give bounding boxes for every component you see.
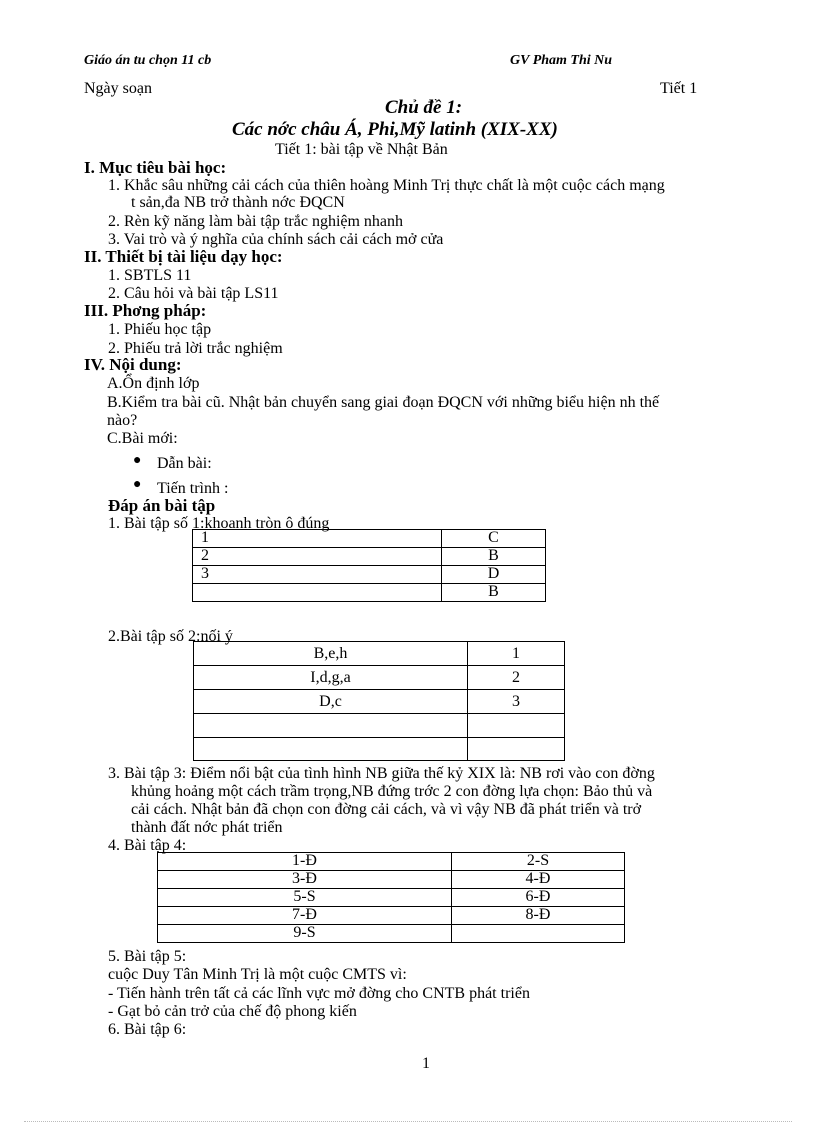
ex2-cell-right: 1: [468, 642, 565, 666]
s4-c: C.Bài mới:: [107, 430, 178, 447]
period-label: Tiết 1: [660, 80, 698, 97]
s4-b-line1: B.Kiểm tra bài cũ. Nhật bản chuyển sang giai đoạn ĐQCN với những biểu hiện nh thế: [107, 394, 660, 411]
header-left: Giáo án tu chọn 11 cb: [84, 53, 212, 68]
bullet-1-text: Dẫn bài:: [157, 455, 212, 472]
page-bottom-divider: [24, 1121, 792, 1122]
section-3-heading: III. Phơng pháp:: [84, 301, 207, 320]
ex1-cell-answer: D: [442, 566, 546, 584]
ex4-cell-left: 7-Đ: [158, 907, 452, 925]
header-right: GV Pham Thi Nu: [510, 53, 613, 68]
ex6-label: 6. Bài tập 6:: [108, 1021, 187, 1038]
s2-item-2: 2. Câu hỏi và bài tập LS11: [108, 285, 279, 302]
ex1-cell-answer: B: [442, 584, 546, 602]
ex1-cell-question: 3: [193, 566, 442, 584]
ex2-cell-left: [194, 738, 468, 761]
ex3-line-1: 3. Bài tập 3: Điểm nổi bật của tình hình NB giữa thế kỷ XIX là: NB rơi vào con đờng: [108, 765, 655, 782]
s1-item-1: 1. Khắc sâu những cải cách của thiên hoàng Minh Trị thực chất là một cuộc cách mạng: [108, 177, 665, 194]
s4-b-line2: nào?: [107, 412, 138, 429]
section-4-heading: IV. Nội dung:: [84, 355, 182, 374]
ex4-cell-right: [452, 925, 625, 943]
section-1-heading: I. Mục tiêu bài học:: [84, 158, 227, 177]
ex2-cell-right: [468, 714, 565, 738]
s3-item-1: 1. Phiếu học tập: [108, 321, 212, 338]
date-label: Ngày soạn: [84, 80, 152, 97]
table-row: [158, 907, 625, 925]
ex4-cell-left: 3-Đ: [158, 871, 452, 889]
ex3-line-4: thành đất nớc phát triển: [131, 819, 283, 836]
topic-title: Chủ đề 1:: [385, 97, 463, 118]
ex4-cell-left: 5-S: [158, 889, 452, 907]
table-row: [193, 584, 546, 602]
table-row: [194, 666, 565, 690]
table-row: [193, 530, 546, 548]
ex2-cell-left: D,c: [194, 690, 468, 714]
ex5-line-3: - Gạt bỏ cản trở của chế độ phong kiến: [108, 1003, 357, 1020]
ex4-label: 4. Bài tập 4:: [108, 837, 187, 854]
ex3-line-2: khủng hoảng một cách trầm trọng,NB đứng trớc 2 con đờng lựa chọn: Bảo thủ và: [131, 783, 653, 800]
answers-heading: Đáp án bài tập: [108, 496, 216, 515]
ex2-cell-left: B,e,h: [194, 642, 468, 666]
ex4-cell-left: 1-Đ: [158, 853, 452, 871]
table-row: [158, 871, 625, 889]
ex2-cell-left: I,d,g,a: [194, 666, 468, 690]
s3-item-2: 2. Phiếu trả lời trắc nghiệm: [108, 340, 283, 357]
bullet-2-text: Tiến trình :: [157, 480, 229, 497]
bullet-icon: ●: [133, 453, 142, 468]
table-row: [158, 889, 625, 907]
s1-item-1-cont: t sản,đa NB trở thành nớc ĐQCN: [131, 194, 345, 211]
table-row: [194, 738, 565, 761]
ex4-cell-right: 4-Đ: [452, 871, 625, 889]
ex2-cell-right: 3: [468, 690, 565, 714]
ex1-cell-question: 2: [193, 548, 442, 566]
table-row: [158, 925, 625, 943]
ex1-cell-answer: B: [442, 548, 546, 566]
s1-item-3: 3. Vai trò và ý nghĩa của chính sách cải cách mở cửa: [108, 231, 444, 248]
ex5-label: 5. Bài tập 5:: [108, 948, 187, 965]
bullet-icon: ●: [133, 477, 142, 492]
ex2-label: 2.Bài tập số 2:nối ý: [108, 628, 233, 645]
ex4-cell-right: 6-Đ: [452, 889, 625, 907]
ex1-label: 1. Bài tập số 1:khoanh tròn ô đúng: [108, 515, 330, 532]
ex2-cell-right: [468, 738, 565, 761]
ex4-cell-right: 8-Đ: [452, 907, 625, 925]
table-row: [193, 548, 546, 566]
table-row: [194, 690, 565, 714]
ex4-table: [157, 852, 625, 943]
s2-item-1: 1. SBTLS 11: [108, 267, 192, 284]
ex4-cell-left: 9-S: [158, 925, 452, 943]
ex2-cell-left: [194, 714, 468, 738]
ex3-line-3: cải cách. Nhật bản đã chọn con đờng cải cách, và vì vậy NB đã phát triển và trở: [131, 801, 642, 818]
ex1-cell-answer: C: [442, 530, 546, 548]
s1-item-2: 2. Rèn kỹ năng làm bài tập trắc nghiệm nhanh: [108, 213, 404, 230]
ex5-line-1: cuộc Duy Tân Minh Trị là một cuộc CMTS vì:: [108, 966, 407, 983]
lesson-subtitle: Tiết 1: bài tập về Nhật Bản: [275, 141, 448, 158]
ex5-line-2: - Tiến hành trên tất cả các lĩnh vực mở đờng cho CNTB phát triển: [108, 985, 530, 1002]
page-number: 1: [422, 1055, 430, 1072]
s4-a: A.Ổn định lớp: [107, 375, 200, 392]
table-row: [194, 642, 565, 666]
table-row: [193, 566, 546, 584]
main-title: Các nớc châu Á, Phi,Mỹ latinh (XIX-XX): [232, 119, 558, 140]
ex1-table: [192, 529, 546, 602]
table-row: [194, 714, 565, 738]
ex1-cell-question: [193, 584, 442, 602]
ex1-cell-question: 1: [193, 530, 442, 548]
section-2-heading: II. Thiết bị tài liệu dạy học:: [84, 247, 283, 266]
ex4-cell-right: 2-S: [452, 853, 625, 871]
table-row: [158, 853, 625, 871]
ex2-table: [193, 641, 565, 761]
ex2-cell-right: 2: [468, 666, 565, 690]
